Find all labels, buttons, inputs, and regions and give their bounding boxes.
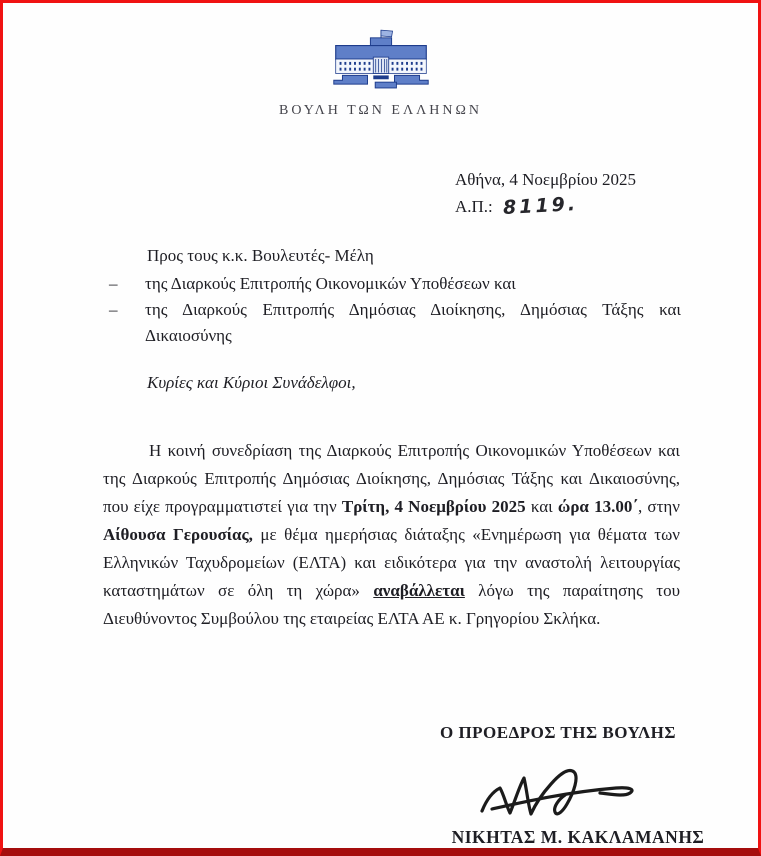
body-text: , στην [638,497,680,516]
body-text: με θέμα ημερήσιας διάταξης «Ενημέρωση για θέματα των Ελληνικών Ταχυδρομείων (ΕΛΤΑ) και ειδικότερα για την αναστολή λειτουργίας καταστημάτων σε όλη τη χώρα» [103,525,680,600]
protocol-line [455,193,636,220]
body-text: Η κοινή συνεδρίαση της Διαρκούς Επιτροπής Οικονομικών Υποθέσεων και της Διαρκούς Επιτροπής Δημόσιας Διοίκησης, Δημόσιας Τάξης και Δικαιοσύνης, που είχε προγραμματιστεί για την [103,441,680,516]
recipient-committee: της Διαρκούς Επιτροπής Δημόσιας Διοίκησης, Δημόσιας Τάξης και Δικαιοσύνης [145,300,681,345]
parliament-building-icon [328,27,434,98]
body-text: λόγω της παραίτησης του Διευθύνοντος Συμβούλου της εταιρείας ΕΛΤΑ ΑΕ κ. Γρηγορίου Σκλήκα. [103,581,680,628]
date-line: Αθήνα, 4 Νοεμβρίου 2025 [455,170,637,189]
date-protocol-block [455,166,636,220]
list-item [109,271,681,297]
body-text-bold: Τρίτη, 4 Νοεμβρίου 2025 [341,497,526,516]
body-paragraph [103,437,680,633]
organization-name: ΒΟΥΛΗ ΤΩΝ ΕΛΛΗΝΩΝ [279,103,482,118]
salutation: Κυρίες και Κύριοι Συνάδελφοι, [147,373,356,392]
body-text: και [525,497,558,516]
recipients-block [109,243,681,349]
body-text-bold: Αίθουσα Γερουσίας, [103,525,253,544]
body-text-bold-underline: αναβάλλεται [373,581,465,600]
signature-icon [468,747,658,830]
signatory-name: ΝΙΚΗΤΑΣ Μ. ΚΑΚΛΑΜΑΝΗΣ [451,827,705,847]
list-item [109,297,681,349]
dash-bullet: – [109,300,118,319]
body-text-bold: ώρα 13.00΄ [557,497,638,516]
dash-bullet: – [109,274,118,293]
protocol-number-handwritten: 8119. [502,193,579,219]
recipient-committee: της Διαρκούς Επιτροπής Οικονομικών Υποθέσεων και [145,274,516,293]
signatory-title: Ο ΠΡΟΕΔΡΟΣ ΤΗΣ ΒΟΥΛΗΣ [439,723,677,742]
recipients-to-line: Προς τους κ.κ. Βουλευτές- Μέλη [147,246,374,265]
protocol-label: Α.Π.: [455,197,493,216]
letterhead [3,27,758,119]
